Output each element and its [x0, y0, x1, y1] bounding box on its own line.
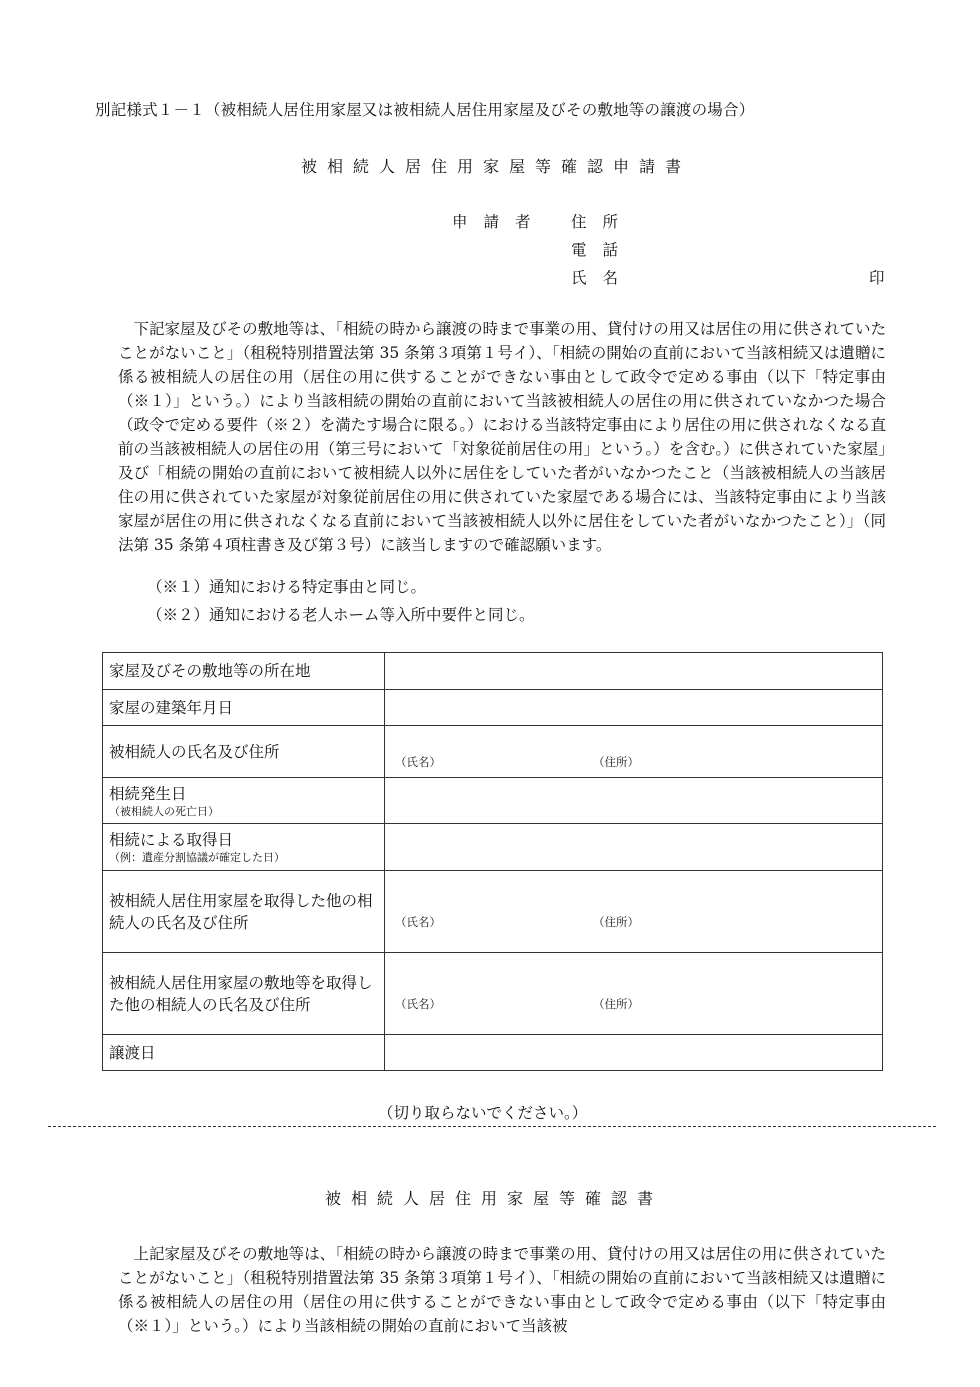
note-2: （※２）通知における老人ホーム等入所中要件と同じ。: [147, 606, 535, 624]
name-tag: （氏名）: [395, 754, 441, 769]
inheritance-date-sub: （被相続人の死亡日）: [109, 804, 219, 818]
name-tag: （氏名）: [395, 914, 441, 929]
address-tag: （住所）: [593, 914, 639, 929]
cut-line-divider: [48, 1126, 936, 1127]
other-heirs-house-label: 被相続人居住用家屋を取得した他の相続人の氏名及び住所: [103, 871, 385, 953]
inheritance-date-label: [103, 778, 385, 824]
decedent-label: 被相続人の氏名及び住所: [103, 726, 385, 778]
table-row: [103, 953, 883, 1035]
confirmation-paragraph: 上記家屋及びその敷地等は、「相続の時から譲渡の時まで事業の用、貸付けの用又は居住の用に供されていたことがないこと」（租税特別措置法第 35 条第３項第１号イ）、「相続の開始の直前において当該相続又は遺贈に係る被相続人の居住の用（居住の用に供することができない事由として政令で定める事由（以下「特定事由（※１）」という。）により当該相続の開始の直前において当該被: [118, 1245, 886, 1335]
applicant-role-label: 申請者: [452, 213, 547, 231]
table-row: [103, 871, 883, 953]
do-not-cut-note: （切り取らないでください。）: [378, 1104, 588, 1122]
confirmation-title: 被相続人居住用家屋等確認書: [325, 1189, 664, 1208]
form-number-label: 別記様式１－１（被相続人居住用家屋又は被相続人居住用家屋及びその敷地等の譲渡の場合）: [95, 101, 755, 119]
acquisition-date-field[interactable]: [385, 824, 883, 871]
build-date-label: 家屋の建築年月日: [103, 690, 385, 726]
other-heirs-land-field[interactable]: [385, 953, 883, 1035]
table-row: [103, 726, 883, 778]
name-tag: （氏名）: [395, 996, 441, 1011]
location-field[interactable]: [385, 653, 883, 690]
acquisition-date-sub: （例：遺産分割協議が確定した日）: [109, 851, 285, 864]
location-label: 家屋及びその敷地等の所在地: [103, 653, 385, 690]
acquisition-date-label: [103, 824, 385, 871]
application-title: 被相続人居住用家屋等確認申請書: [301, 157, 692, 176]
seal-mark: 印: [869, 269, 885, 287]
address-tag: （住所）: [593, 996, 639, 1011]
note-1: （※１）通知における特定事由と同じ。: [147, 578, 427, 596]
table-row: [103, 824, 883, 871]
inheritance-date-field[interactable]: [385, 778, 883, 824]
other-heirs-house-field[interactable]: [385, 871, 883, 953]
phone-label: 電話: [571, 241, 635, 259]
acquisition-date-text: 相続による取得日: [109, 831, 234, 849]
decedent-field[interactable]: [385, 726, 883, 778]
table-row: [103, 778, 883, 824]
transfer-date-field[interactable]: [385, 1035, 883, 1071]
transfer-date-label: 譲渡日: [103, 1035, 385, 1071]
table-row: [103, 1035, 883, 1071]
table-row: [103, 690, 883, 726]
table-row: [103, 653, 883, 690]
inheritance-date-text: 相続発生日: [109, 784, 187, 803]
build-date-field[interactable]: [385, 690, 883, 726]
application-paragraph: 下記家屋及びその敷地等は、「相続の時から譲渡の時まで事業の用、貸付けの用又は居住の用に供されていたことがないこと」（租税特別措置法第 35 条第３項第１号イ）、「相続の開始の直前において当該相続又は遺贈に係る被相続人の居住の用（居住の用に供することができない事由として政令で定める事由（以下「特定事由（※１）」という。）により当該相続の開始の直前において当該被相続人の居住の用に供されていなかつた場合（政令で定める要件（※２）を満たす場合に限る。）における当該特定事由により居住の用に供されなくなる直前の当該被相続人の居住の用（第三号において「対象従前居住の用」という。）を含む。）に供されていた家屋」及び「相続の開始の直前において被相続人以外に居住をしていた者がいなかつたこと（当該被相続人の当該居住の用に供されていた家屋が対象従前居住の用に供されていた家屋である場合には、当該特定事由により当該家屋が居住の用に供されなくなる直前において当該被相続人以外に居住をしていた者がいなかつたこと）」（同法第 35 条第４項柱書き及び第３号）に該当しますので確認願います。: [118, 320, 886, 554]
name-label: 氏名: [571, 269, 635, 287]
address-tag: （住所）: [593, 754, 639, 769]
other-heirs-land-label: 被相続人居住用家屋の敷地等を取得した他の相続人の氏名及び住所: [103, 953, 385, 1035]
address-label: 住所: [571, 213, 635, 231]
property-info-table: [102, 652, 883, 1071]
